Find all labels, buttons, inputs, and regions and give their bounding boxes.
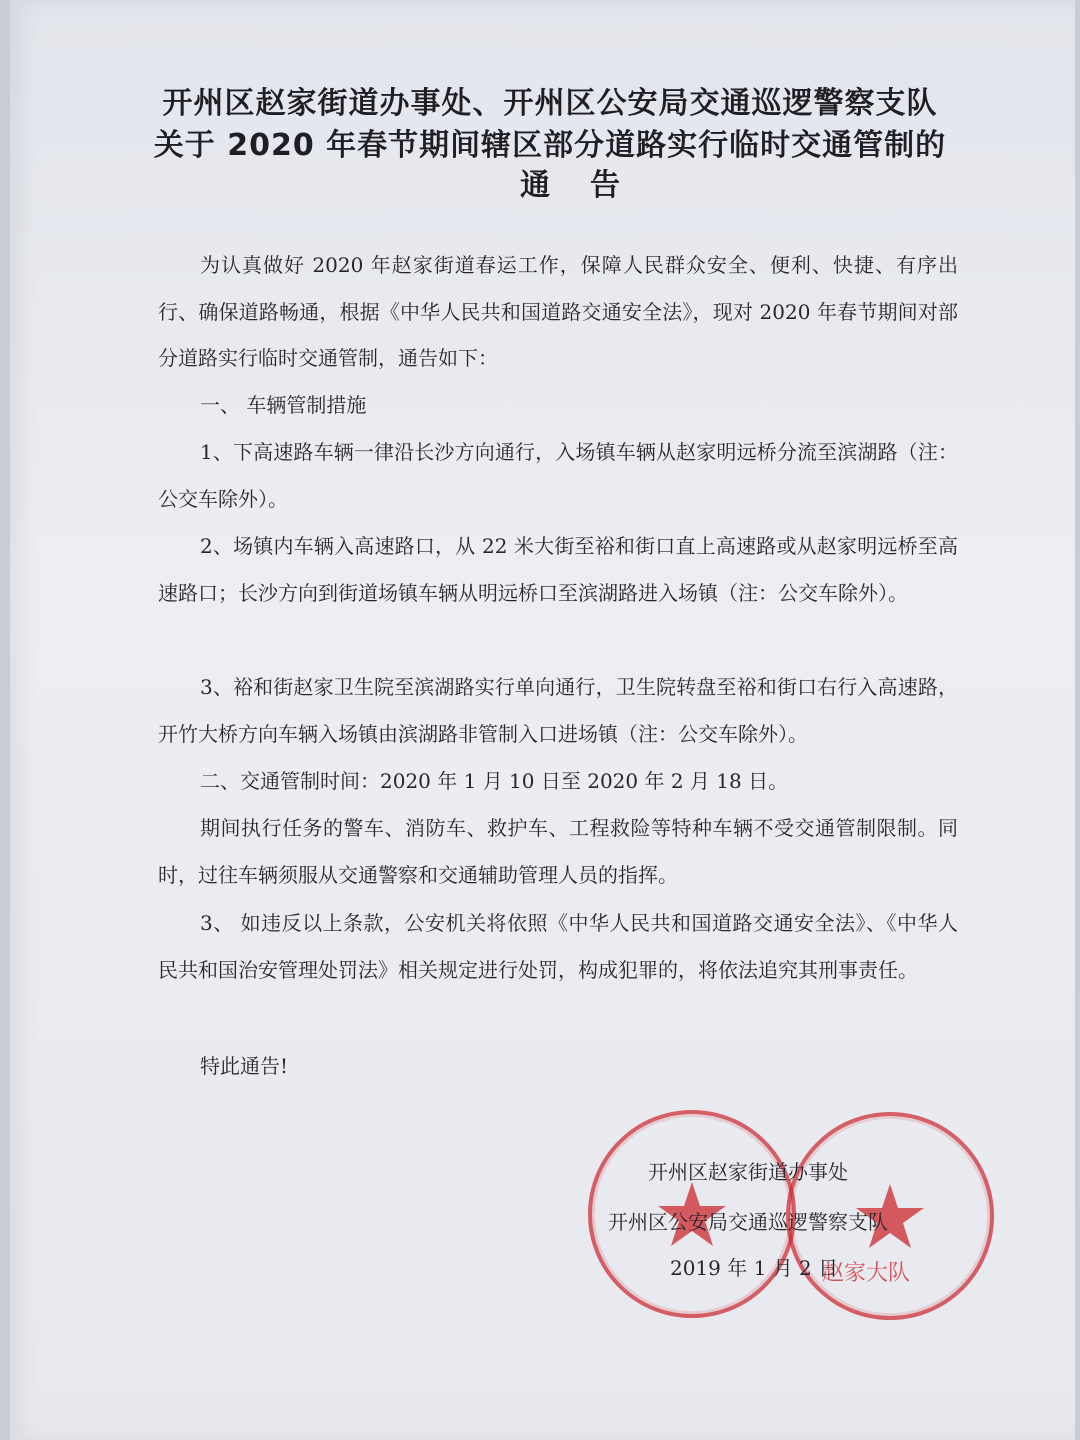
measure-1: 1、下高速路车辆一律沿长沙方向通行，入场镇车辆从赵家明远桥分流至滨湖路（注：公交车除外）。: [158, 440, 958, 511]
control-time: 二、交通管制时间：2020 年 1 月 10 日至 2020 年 2 月 18 日。: [200, 769, 789, 793]
seal-bottom-text: 赵家大队: [822, 1261, 911, 1286]
signature-date: 2019 年 1 月 2 日: [670, 1256, 839, 1280]
signature-org-2: 开州区公安局交通巡逻警察支队: [608, 1210, 888, 1234]
closing: 特此通告!: [200, 1054, 289, 1078]
measure-2: 2、场镇内车辆入高速路口，从 22 米大街至裕和街口直上高速路或从赵家明远桥至高速路口；长沙方向到街道场镇车辆从明远桥口至滨湖路进入场镇（注：公交车除外）。: [158, 534, 958, 605]
signature-org-1: 开州区赵家街道办事处: [648, 1160, 848, 1184]
measure-3: 3、裕和街赵家卫生院至滨湖路实行单向通行，卫生院转盘至裕和街口右行入高速路，开竹大桥方向车辆入场镇由滨湖路非管制入口进场镇（注：公交车除外）。: [158, 675, 958, 746]
penalty-clause: 3、 如违反以上条款，公安机关将依照《中华人民共和国道路交通安全法》、《中华人民共和国治安管理处罚法》相关规定进行处罚，构成犯罪的，将依法追究其刑事责任。: [158, 911, 958, 982]
title-line-1: 开州区赵家街道办事处、开州区公安局交通巡逻警察支队: [162, 86, 938, 121]
document-page: [10, 0, 1075, 1440]
special-vehicles: 期间执行任务的警车、消防车、救护车、工程救险等特种车辆不受交通管制限制。同时，过往车辆须服从交通警察和交通辅助管理人员的指挥。: [158, 816, 958, 887]
section-heading-1: 一、 车辆管制措施: [200, 393, 367, 417]
title-line-3: 通告: [520, 168, 660, 203]
title-line-2: 关于 2020 年春节期间辖区部分道路实行临时交通管制的: [153, 128, 947, 163]
intro-paragraph: 为认真做好 2020 年赵家街道春运工作，保障人民群众安全、便利、快捷、有序出行、确保道路畅通，根据《中华人民共和国道路交通安全法》，现对 2020 年春节期间对部分道路实行临时交通管制，通告如下：: [158, 253, 958, 370]
